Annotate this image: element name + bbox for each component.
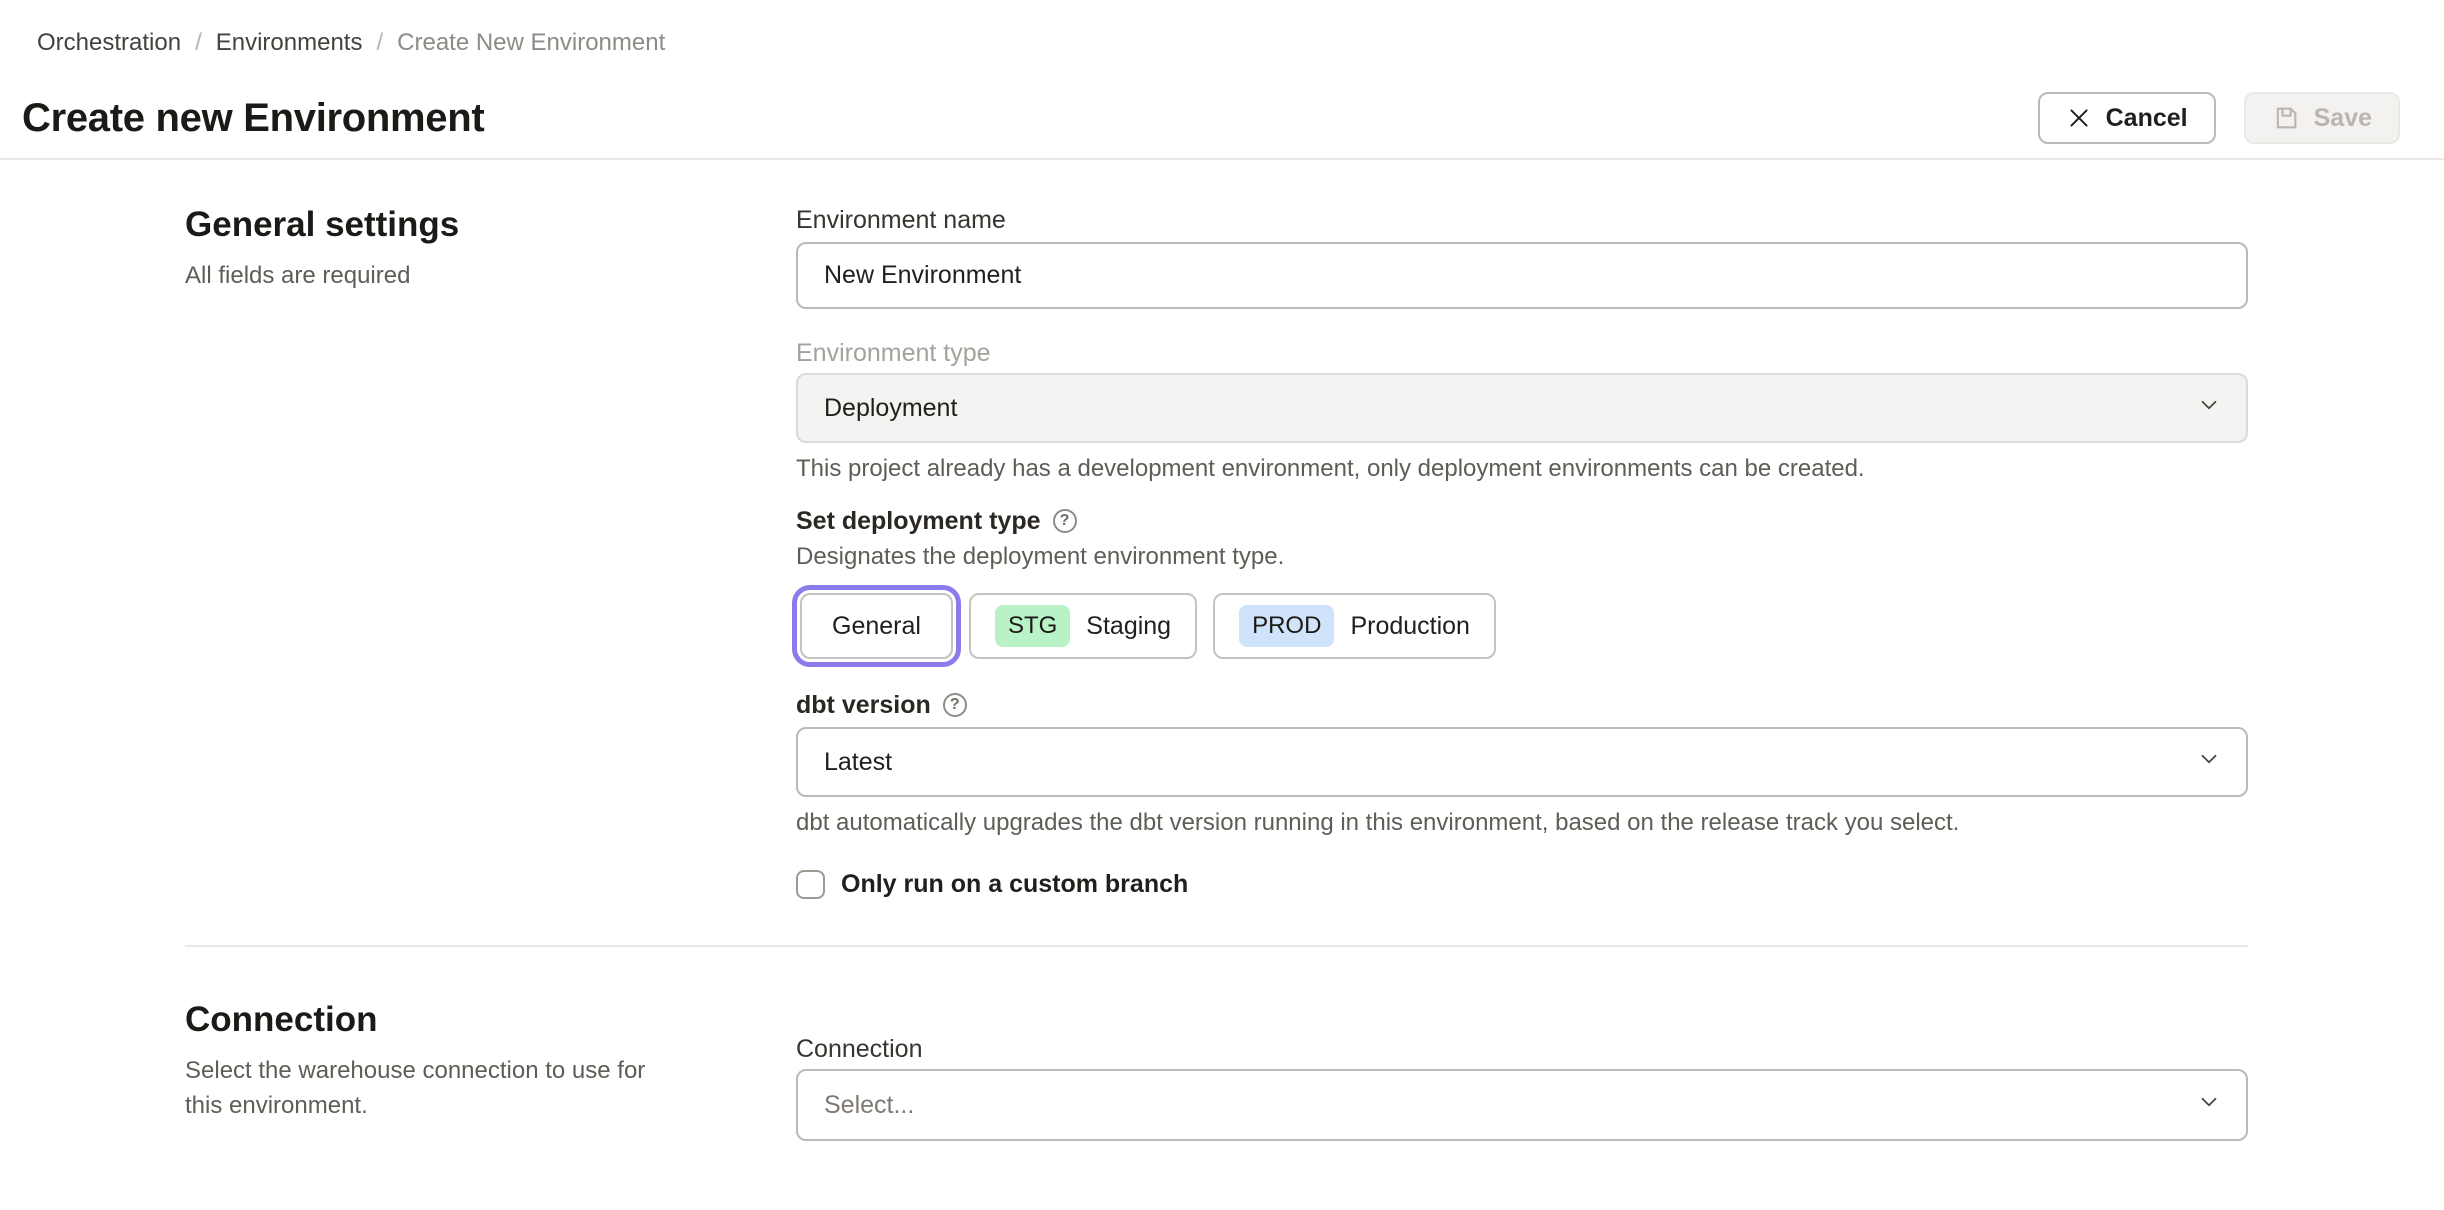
breadcrumb-separator: / bbox=[195, 29, 202, 56]
deployment-type-label-text: Set deployment type bbox=[796, 507, 1041, 535]
chevron-down-icon bbox=[2196, 1089, 2222, 1122]
deployment-type-production-label: Production bbox=[1350, 611, 1470, 640]
chevron-down-icon bbox=[2196, 746, 2222, 779]
custom-branch-checkbox[interactable] bbox=[796, 870, 825, 899]
breadcrumb-separator: / bbox=[376, 29, 384, 56]
deployment-type-production-button[interactable] bbox=[1213, 593, 1496, 659]
breadcrumb-orchestration[interactable]: Orchestration bbox=[37, 29, 182, 56]
deployment-type-helper: Designates the deployment environment type. bbox=[796, 543, 1285, 570]
cancel-button-label: Cancel bbox=[2105, 103, 2188, 132]
dbt-version-select[interactable] bbox=[796, 727, 2248, 797]
custom-branch-label: Only run on a custom branch bbox=[841, 870, 1189, 898]
environment-name-input[interactable] bbox=[796, 242, 2248, 309]
connection-description: Select the warehouse connection to use for this environment. bbox=[185, 1057, 646, 1119]
connection-heading: Connection bbox=[185, 1000, 378, 1039]
breadcrumb-current-page: Create New Environment bbox=[397, 29, 666, 56]
help-icon[interactable]: ? bbox=[1053, 509, 1077, 533]
environment-type-label bbox=[796, 339, 2248, 367]
chevron-down-icon bbox=[2196, 392, 2222, 425]
connection-field-label-text: Connection bbox=[796, 1035, 923, 1063]
breadcrumb bbox=[22, 30, 2400, 56]
cancel-button[interactable] bbox=[2038, 92, 2216, 144]
environment-name-label-text: Environment name bbox=[796, 206, 1006, 234]
general-settings-heading: General settings bbox=[185, 205, 460, 244]
connection-section bbox=[185, 995, 2248, 1141]
staging-badge: STG bbox=[995, 605, 1070, 647]
deployment-type-options bbox=[796, 585, 2248, 667]
general-settings-subheading: All fields are required bbox=[185, 262, 411, 289]
connection-field-label bbox=[796, 1035, 2248, 1063]
page-title: Create new Environment bbox=[22, 96, 485, 140]
save-button-label: Save bbox=[2313, 103, 2372, 132]
production-badge: PROD bbox=[1239, 605, 1334, 647]
deployment-type-staging-button[interactable] bbox=[969, 593, 1197, 659]
deployment-type-label bbox=[796, 507, 2248, 535]
environment-type-select bbox=[796, 373, 2248, 443]
dbt-version-label-text: dbt version bbox=[796, 691, 931, 719]
save-icon bbox=[2272, 104, 2300, 132]
environment-type-helper: This project already has a development environment, only deployment environments can be created. bbox=[796, 455, 1865, 482]
environment-type-value: Deployment bbox=[824, 393, 958, 422]
close-icon bbox=[2066, 105, 2092, 131]
environment-type-label-text: Environment type bbox=[796, 339, 991, 367]
save-button[interactable] bbox=[2244, 92, 2400, 144]
deployment-type-general-button[interactable] bbox=[800, 593, 953, 659]
main-content bbox=[0, 160, 2444, 1141]
deployment-type-general-label: General bbox=[832, 611, 921, 640]
breadcrumb-environments[interactable]: Environments bbox=[215, 29, 363, 56]
connection-select[interactable] bbox=[796, 1069, 2248, 1141]
environment-name-label bbox=[796, 206, 2248, 234]
section-divider bbox=[185, 945, 2248, 947]
deployment-type-staging-label: Staging bbox=[1086, 611, 1172, 640]
connection-placeholder: Select... bbox=[824, 1090, 915, 1119]
general-settings-section bbox=[185, 200, 2248, 899]
dbt-version-value: Latest bbox=[824, 747, 893, 776]
page-header bbox=[0, 0, 2444, 160]
header-actions bbox=[2038, 92, 2400, 144]
custom-branch-row[interactable] bbox=[796, 869, 2248, 899]
dbt-version-label bbox=[796, 691, 2248, 719]
dbt-version-helper: dbt automatically upgrades the dbt version running in this environment, based on the release track you select. bbox=[796, 809, 1960, 836]
help-icon[interactable]: ? bbox=[943, 693, 967, 717]
